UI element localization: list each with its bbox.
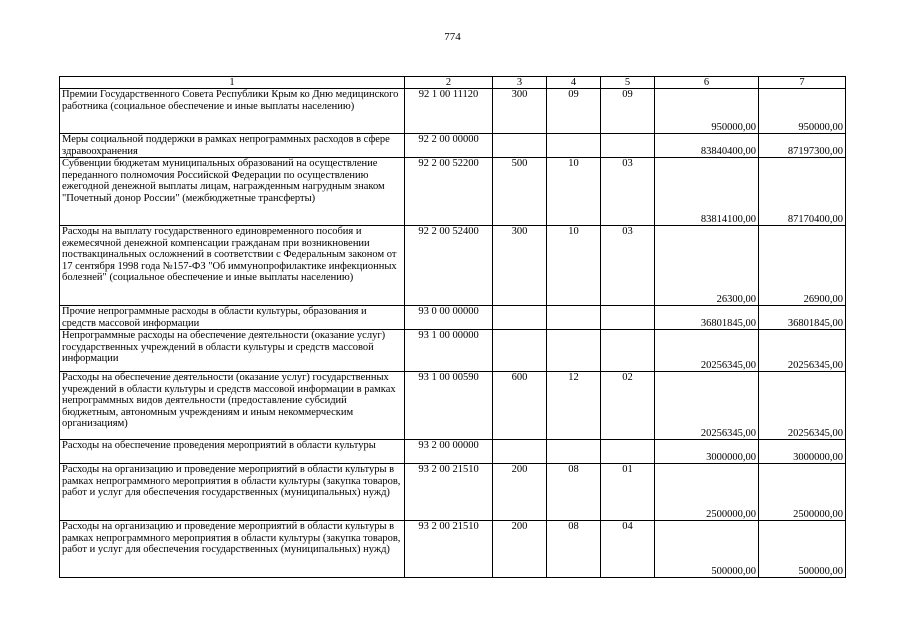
expense-type: 600 bbox=[493, 372, 547, 440]
amount-year-2: 500000,00 bbox=[759, 521, 846, 578]
subsection-code: 02 bbox=[601, 372, 655, 440]
item-name: Расходы на организацию и проведение мероприятий в области культуры в рамках непрограммного мероприятия в области культуры (закупка товаров, работ и услуг для обеспечения государственных (муниципальных) нужд) bbox=[60, 521, 405, 578]
section-code: 12 bbox=[547, 372, 601, 440]
subsection-code: 03 bbox=[601, 158, 655, 226]
item-code: 93 2 00 21510 bbox=[405, 464, 493, 521]
column-header: 1 bbox=[60, 77, 405, 89]
amount-year-1: 950000,00 bbox=[655, 89, 759, 134]
table-row bbox=[60, 226, 846, 306]
column-header: 4 bbox=[547, 77, 601, 89]
amount-year-1: 36801845,00 bbox=[655, 306, 759, 330]
item-code: 92 2 00 52400 bbox=[405, 226, 493, 306]
amount-year-2: 87197300,00 bbox=[759, 134, 846, 158]
subsection-code: 01 bbox=[601, 464, 655, 521]
item-code: 92 2 00 00000 bbox=[405, 134, 493, 158]
table-header-row bbox=[60, 77, 846, 89]
table-row bbox=[60, 440, 846, 464]
item-code: 92 1 00 11120 bbox=[405, 89, 493, 134]
expense-type bbox=[493, 134, 547, 158]
expense-type: 200 bbox=[493, 464, 547, 521]
amount-year-1: 20256345,00 bbox=[655, 330, 759, 372]
table-row bbox=[60, 372, 846, 440]
item-name: Субвенции бюджетам муниципальных образований на осуществление переданного полномочия Российской Федерации по осуществлению ежегодной денежной выплаты лицам, награжденным нагрудным знаком "Почетный донор России" (межбюджетные трансферты) bbox=[60, 158, 405, 226]
amount-year-1: 83840400,00 bbox=[655, 134, 759, 158]
amount-year-2: 3000000,00 bbox=[759, 440, 846, 464]
amount-year-1: 83814100,00 bbox=[655, 158, 759, 226]
expense-type bbox=[493, 440, 547, 464]
item-name: Премии Государственного Совета Республики Крым ко Дню медицинского работника (социальное обеспечение и иные выплаты населению) bbox=[60, 89, 405, 134]
section-code: 09 bbox=[547, 89, 601, 134]
table-row bbox=[60, 306, 846, 330]
column-header: 7 bbox=[759, 77, 846, 89]
expense-type bbox=[493, 306, 547, 330]
item-code: 93 2 00 00000 bbox=[405, 440, 493, 464]
item-code: 93 1 00 00000 bbox=[405, 330, 493, 372]
amount-year-1: 3000000,00 bbox=[655, 440, 759, 464]
item-name: Непрограммные расходы на обеспечение деятельности (оказание услуг) государственных учреждений в области культуры и средств массовой информации bbox=[60, 330, 405, 372]
table-row bbox=[60, 134, 846, 158]
subsection-code bbox=[601, 440, 655, 464]
amount-year-1: 20256345,00 bbox=[655, 372, 759, 440]
section-code bbox=[547, 134, 601, 158]
table-row bbox=[60, 464, 846, 521]
amount-year-1: 500000,00 bbox=[655, 521, 759, 578]
page-number: 774 bbox=[444, 31, 461, 43]
item-code: 93 1 00 00590 bbox=[405, 372, 493, 440]
expense-type: 200 bbox=[493, 521, 547, 578]
amount-year-2: 950000,00 bbox=[759, 89, 846, 134]
item-code: 93 2 00 21510 bbox=[405, 521, 493, 578]
item-name: Расходы на выплату государственного единовременного пособия и ежемесячной денежной компенсации гражданам при возникновении поствакцинальных осложнений в соответствии с Федеральным законом от 17 сентября 1998 года №157-ФЗ "Об иммунопрофилактике инфекционных болезней" (социальное обеспечение и иные выплаты населению) bbox=[60, 226, 405, 306]
section-code: 10 bbox=[547, 158, 601, 226]
budget-table bbox=[59, 76, 846, 578]
subsection-code bbox=[601, 134, 655, 158]
item-name: Расходы на организацию и проведение мероприятий в области культуры в рамках непрограммного мероприятия в области культуры (закупка товаров, работ и услуг для обеспечения государственных (муниципальных) нужд) bbox=[60, 464, 405, 521]
subsection-code: 09 bbox=[601, 89, 655, 134]
amount-year-2: 2500000,00 bbox=[759, 464, 846, 521]
amount-year-1: 2500000,00 bbox=[655, 464, 759, 521]
column-header: 6 bbox=[655, 77, 759, 89]
item-name: Меры социальной поддержки в рамках непрограммных расходов в сфере здравоохранения bbox=[60, 134, 405, 158]
section-code: 10 bbox=[547, 226, 601, 306]
amount-year-1: 26300,00 bbox=[655, 226, 759, 306]
section-code: 08 bbox=[547, 464, 601, 521]
section-code bbox=[547, 440, 601, 464]
item-name: Расходы на обеспечение деятельности (оказание услуг) государственных учреждений в области культуры и средств массовой информации в рамках непрограммных видов деятельности (предоставление субсидий бюджетным, автономным учреждениям и иным некоммерческим организациям) bbox=[60, 372, 405, 440]
item-name: Прочие непрограммные расходы в области культуры, образования и средств массовой информации bbox=[60, 306, 405, 330]
expense-type bbox=[493, 330, 547, 372]
amount-year-2: 87170400,00 bbox=[759, 158, 846, 226]
table-row bbox=[60, 158, 846, 226]
subsection-code: 04 bbox=[601, 521, 655, 578]
subsection-code bbox=[601, 306, 655, 330]
item-name: Расходы на обеспечение проведения мероприятий в области культуры bbox=[60, 440, 405, 464]
column-header: 3 bbox=[493, 77, 547, 89]
section-code bbox=[547, 306, 601, 330]
table-row bbox=[60, 521, 846, 578]
expense-type: 300 bbox=[493, 226, 547, 306]
column-header: 5 bbox=[601, 77, 655, 89]
expense-type: 500 bbox=[493, 158, 547, 226]
expense-type: 300 bbox=[493, 89, 547, 134]
column-header: 2 bbox=[405, 77, 493, 89]
item-code: 93 0 00 00000 bbox=[405, 306, 493, 330]
amount-year-2: 20256345,00 bbox=[759, 372, 846, 440]
amount-year-2: 20256345,00 bbox=[759, 330, 846, 372]
section-code: 08 bbox=[547, 521, 601, 578]
table-row bbox=[60, 89, 846, 134]
subsection-code bbox=[601, 330, 655, 372]
section-code bbox=[547, 330, 601, 372]
amount-year-2: 26900,00 bbox=[759, 226, 846, 306]
subsection-code: 03 bbox=[601, 226, 655, 306]
amount-year-2: 36801845,00 bbox=[759, 306, 846, 330]
table-row bbox=[60, 330, 846, 372]
item-code: 92 2 00 52200 bbox=[405, 158, 493, 226]
